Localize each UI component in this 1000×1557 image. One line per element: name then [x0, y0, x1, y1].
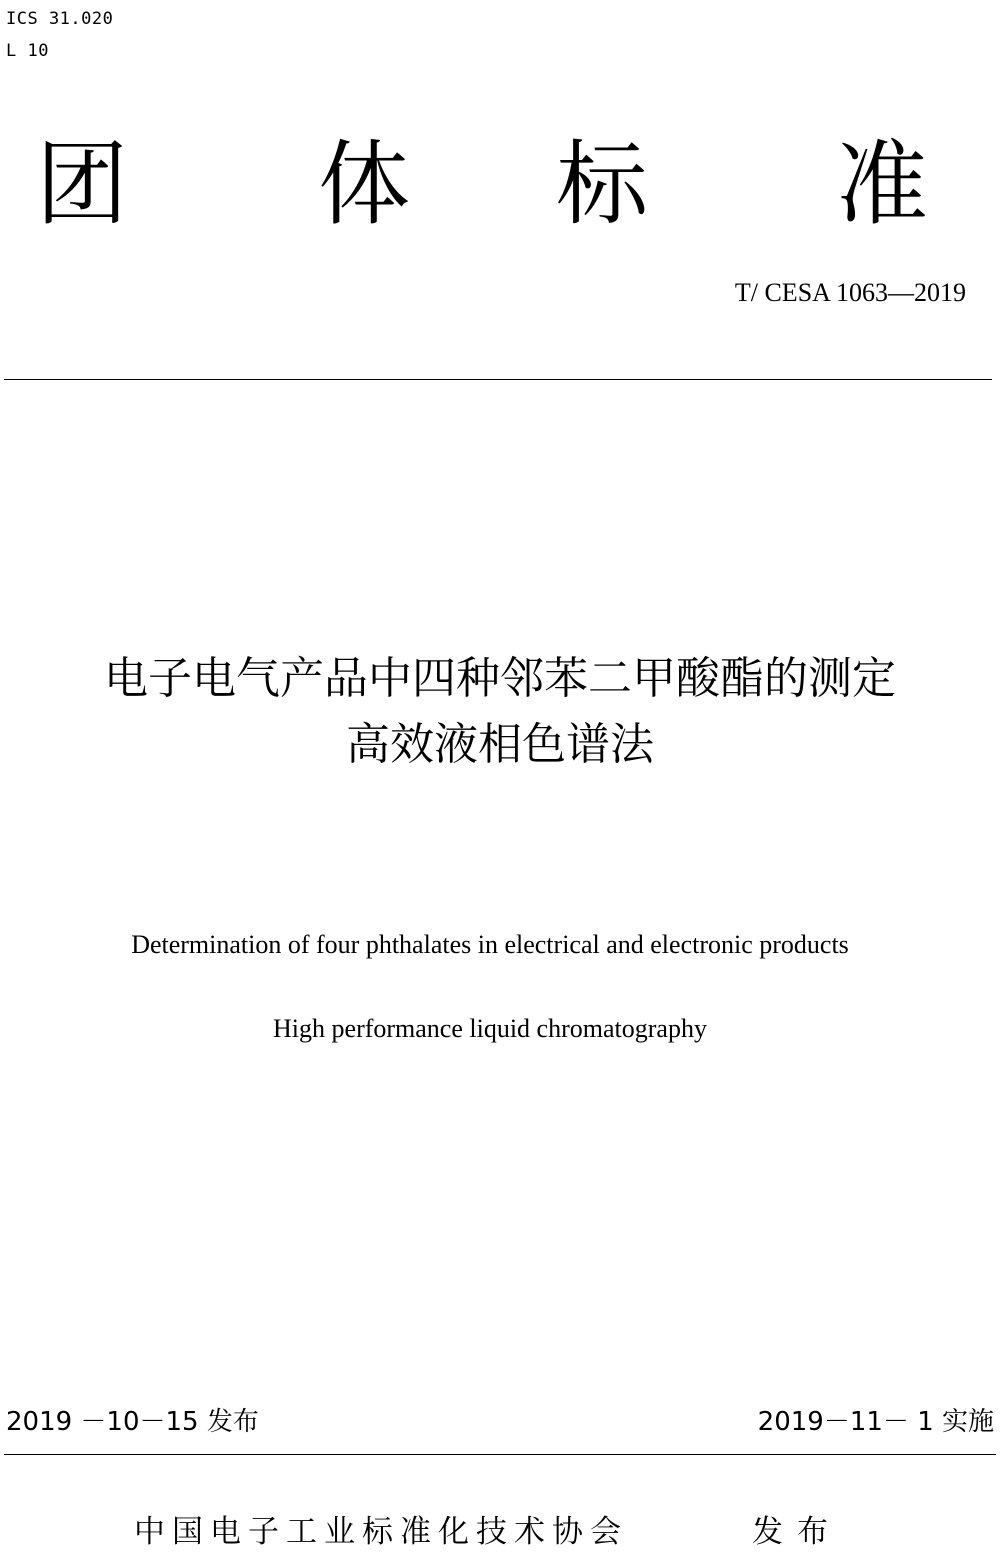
- ccs-code: L 10: [6, 41, 49, 61]
- chinese-title-line: 电子电气产品中四种邻苯二甲酸酯的测定: [104, 653, 896, 704]
- top-divider: [4, 379, 992, 380]
- title-char: 标: [556, 131, 649, 238]
- implementation-date: 2019－11－ 1 实施: [757, 1407, 994, 1437]
- issue-date: 2019 －10－15 发布: [6, 1407, 259, 1437]
- title-char: 准: [836, 131, 929, 238]
- publish-label: 发布: [752, 1514, 842, 1550]
- chinese-title: [0, 646, 1000, 778]
- publisher-name: 中国电子工业标准化技术协会: [134, 1514, 628, 1550]
- ics-code: ICS 31.020: [6, 9, 114, 29]
- bottom-divider: [4, 1454, 996, 1455]
- standard-code: T/ CESA 1063—2019: [734, 278, 966, 307]
- title-char: 体: [318, 131, 411, 238]
- english-title: Determination of four phthalates in electrical and electronic products: [131, 930, 849, 959]
- chinese-title-line: 高效液相色谱法: [346, 719, 654, 770]
- title-char: 团: [36, 131, 129, 238]
- english-subtitle: High performance liquid chromatography: [273, 1014, 707, 1043]
